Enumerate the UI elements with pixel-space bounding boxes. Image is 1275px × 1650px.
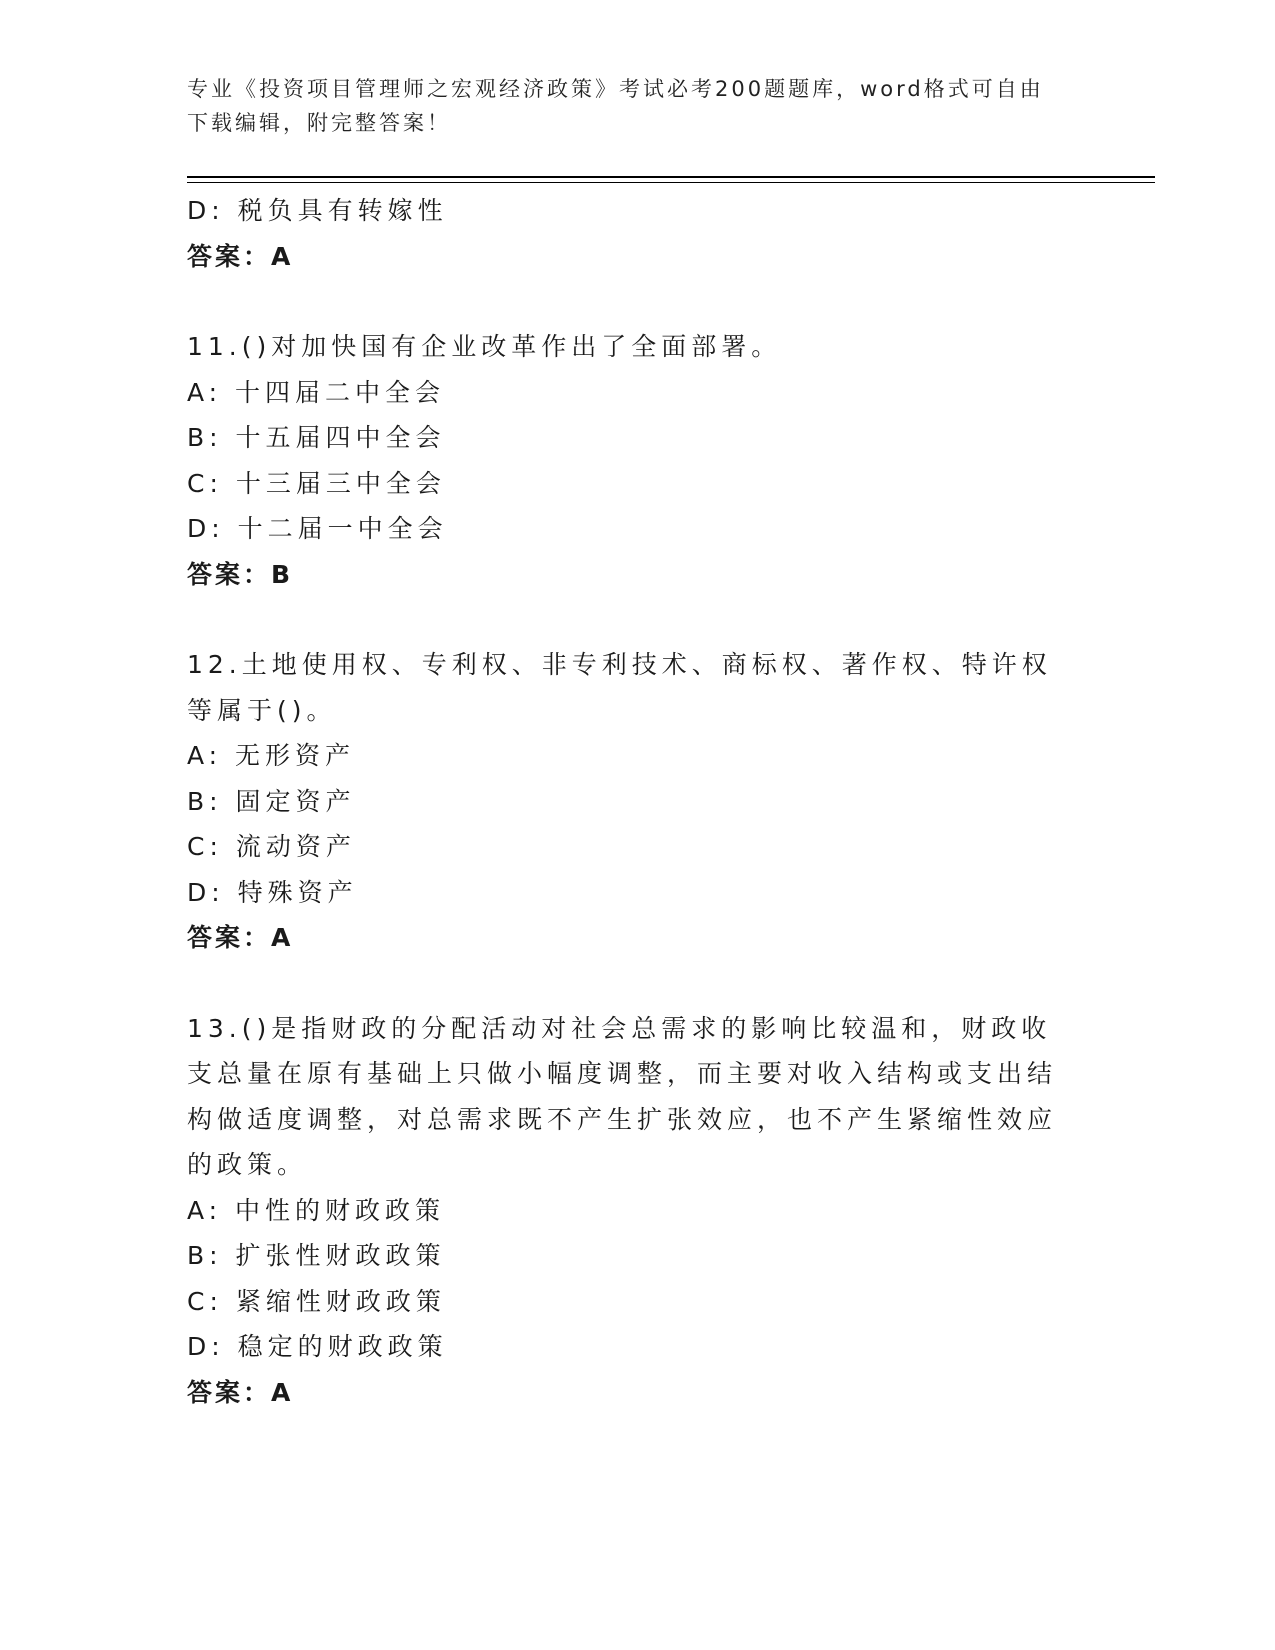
header-divider-thin [187,182,1155,183]
question-text: 13.()是指财政的分配活动对社会总需求的影响比较温和，财政收支总量在原有基础上只做小幅度调整，而主要对收入结构或支出结构做适度调整，对总需求既不产生扩张效应，也不产生紧缩性效应的政策。 [187,1013,1058,1179]
option-b: B: 扩张性财政政策 [187,1241,446,1270]
question-13 [187,1006,1087,1416]
option-d: D: 稳定的财政政策 [187,1332,448,1361]
option-d: D: 十二届一中全会 [187,514,448,543]
option-a: A: 中性的财政政策 [187,1195,446,1225]
question-list [187,188,1087,1415]
option-d: D: 特殊资产 [187,877,358,907]
option-a: A: 十四届二中全会 [187,377,446,407]
option-c: C: 十三届三中全会 [187,468,446,498]
question-text: 12.土地使用权、专利权、非专利技术、商标权、著作权、特许权等属于()。 [187,650,1052,725]
continued-answer: 答案：A [187,241,294,271]
question-text: 11.()对加快国有企业改革作出了全面部署。 [187,332,782,361]
option-c: C: 紧缩性财政政策 [187,1286,446,1316]
option-a: A: 无形资产 [187,741,356,770]
question-12 [187,642,1087,961]
answer: 答案：A [187,1377,294,1407]
option-b: B: 固定资产 [187,786,356,816]
option-b: B: 十五届四中全会 [187,423,446,452]
question-11 [187,324,1087,597]
answer: 答案：A [187,923,294,952]
document-header: 专业《投资项目管理师之宏观经济政策》考试必考200题题库，word格式可自由下载编辑，附完整答案！ [187,77,1044,135]
answer: 答案：B [187,559,294,589]
option-c: C: 流动资产 [187,832,356,861]
header-divider-thick [187,176,1155,178]
continued-option-d: D: 税负具有转嫁性 [187,196,448,225]
